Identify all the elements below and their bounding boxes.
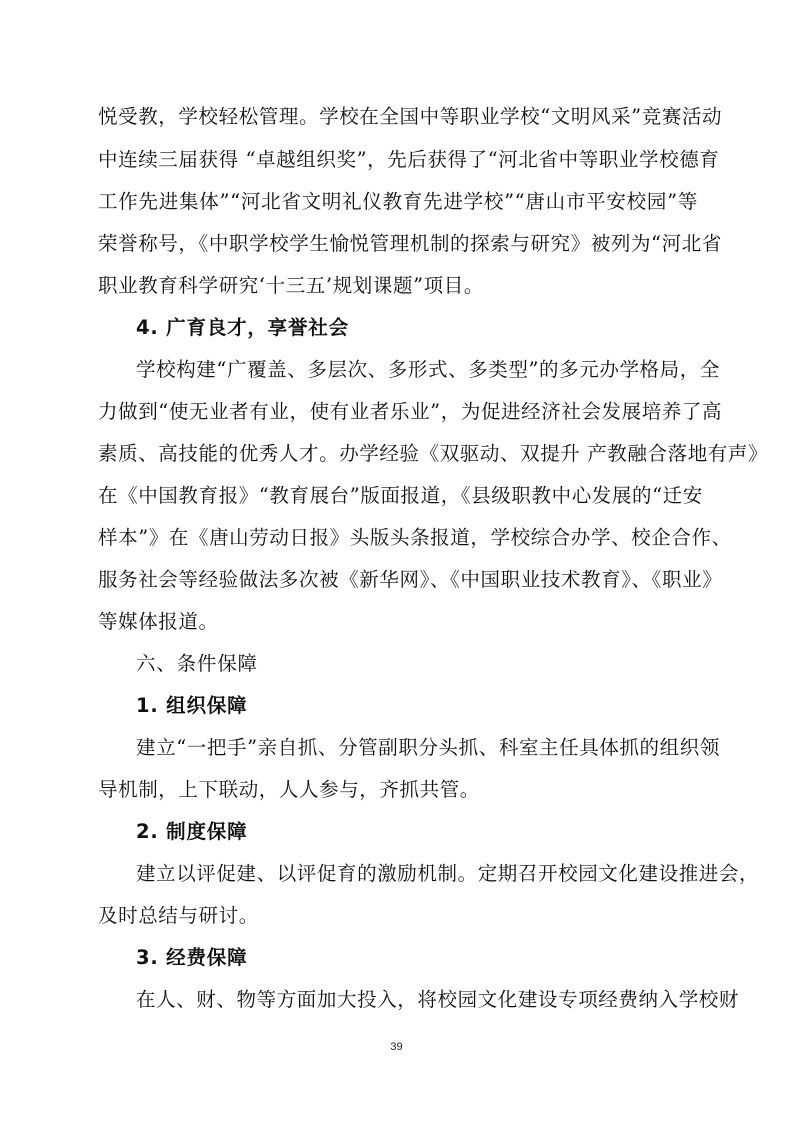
paragraph-line: 等媒体报道。 (98, 610, 219, 633)
section-heading: 六、条件保障 (136, 652, 258, 675)
paragraph-line: 悦受教，学校轻松管理。学校在全国中等职业学校“文明风采”竞赛活动 (98, 105, 723, 128)
paragraph-line: 导机制，上下联动，人人参与，齐抓共管。 (98, 778, 480, 801)
paragraph-line: 中连续三届获得 “卓越组织奖”，先后获得了“河北省中等职业学校德育 (98, 148, 720, 171)
paragraph-line: 建立以评促建、以评促育的激励机制。定期召开校园文化建设推进会， (136, 862, 760, 885)
subsection-heading: 3. 经费保障 (136, 946, 248, 969)
paragraph-line: 在人、财、物等方面加大投入，将校园文化建设专项经费纳入学校财 (136, 988, 740, 1011)
paragraph-line: 建立“一把手”亲自抓、分管副职分头抓、科室主任具体抓的组织领 (136, 736, 720, 759)
paragraph-line: 职业教育科学研究‘十三五’规划课题”项目。 (98, 274, 484, 297)
subsection-heading: 1. 组织保障 (136, 694, 248, 717)
paragraph-line: 素质、高技能的优秀人才。办学经验《双驱动、双提升 产教融合落地有声》 (98, 442, 769, 465)
subsection-heading: 4. 广育良才，享誉社会 (136, 316, 349, 339)
subsection-heading: 2. 制度保障 (136, 820, 248, 843)
paragraph-line: 样本”》在《唐山劳动日报》头版头条报道，学校综合办学、校企合作、 (98, 526, 732, 549)
paragraph-line: 学校构建“广覆盖、多层次、多形式、多类型”的多元办学格局，全 (136, 358, 720, 381)
page-number: 39 (390, 1041, 403, 1053)
paragraph-line: 在《中国教育报》“教育展台”版面报道，《县级职教中心发展的“迁安 (98, 484, 703, 507)
paragraph-line: 服务社会等经验做法多次被《新华网》、《中国职业技术教育》、《职业》 (98, 568, 723, 591)
paragraph-line: 工作先进集体”“河北省文明礼仪教育先进学校”“唐山市平安校园”等 (98, 190, 698, 213)
paragraph-line: 力做到“使无业者有业，使有业者乐业”，为促进经济社会发展培养了高 (98, 400, 723, 423)
paragraph-line: 荣誉称号，《中职学校学生愉悦管理机制的探索与研究》被列为“河北省 (98, 232, 722, 255)
paragraph-line: 及时总结与研讨。 (98, 904, 259, 927)
